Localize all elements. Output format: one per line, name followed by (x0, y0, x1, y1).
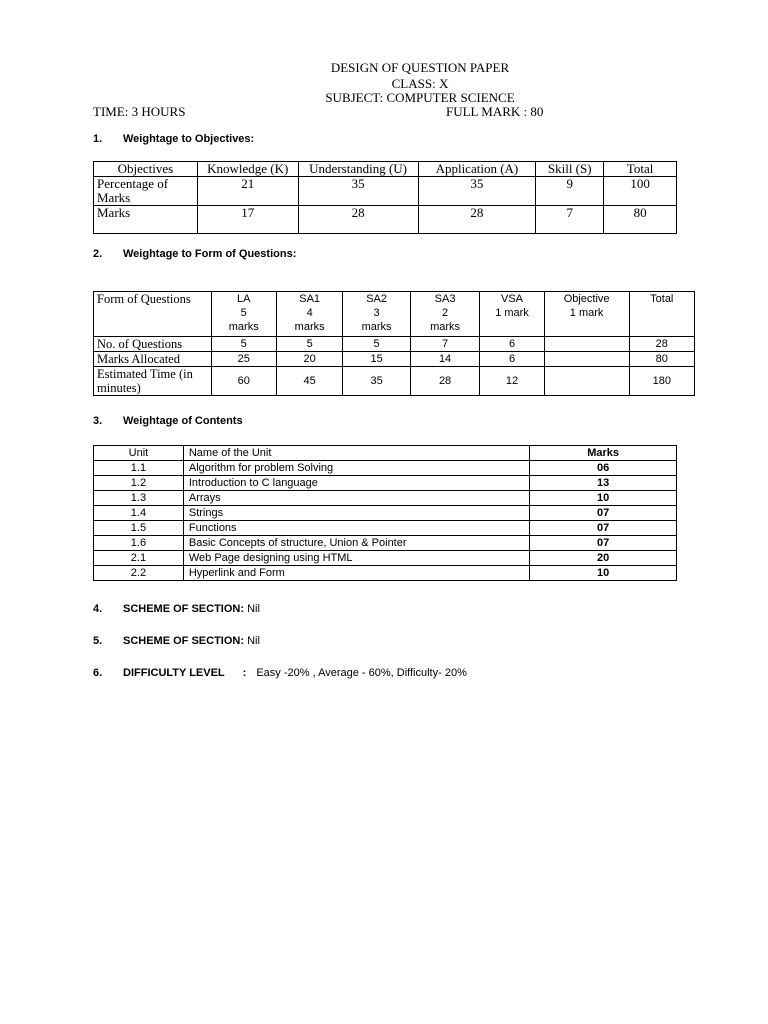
section-5-line (93, 635, 260, 647)
table-row (94, 177, 677, 206)
table-row (94, 506, 677, 521)
table-cell: 28 (410, 367, 480, 396)
table-cell: 12 (480, 367, 544, 396)
header-cell: Knowledge (K) (197, 162, 298, 177)
section-value: Easy -20% , Average - 60%, Difficulty- 20% (256, 667, 467, 679)
table-cell (544, 367, 629, 396)
table-row (94, 337, 695, 352)
objectives-table (93, 161, 677, 234)
table-row (94, 521, 677, 536)
table-row (94, 566, 677, 581)
header-cell: Name of the Unit (183, 446, 529, 461)
table-row (94, 476, 677, 491)
header-cell: Understanding (U) (298, 162, 418, 177)
col-marks: 1 mark (569, 307, 604, 319)
table-header-row (94, 292, 695, 337)
table-cell: 28 (629, 337, 694, 352)
table-cell: 80 (629, 352, 694, 367)
unit-cell: 1.4 (94, 506, 184, 521)
header-cell: Skill (S) (536, 162, 604, 177)
marks-cell: 07 (530, 536, 677, 551)
document-title: DESIGN OF QUESTION PAPER (330, 60, 510, 75)
unit-cell: 1.5 (94, 521, 184, 536)
col-marks: 2 (442, 307, 449, 319)
form-of-questions-table (93, 291, 695, 396)
marks-cell: 10 (530, 491, 677, 506)
table-cell: 5 (343, 337, 410, 352)
col-marks: 3 (373, 307, 380, 319)
section-number: 4. (93, 603, 103, 615)
marks-cell: 07 (530, 521, 677, 536)
table-cell: 28 (418, 206, 536, 234)
table-cell: 14 (410, 352, 480, 367)
header-cell: Objectives (94, 162, 198, 177)
marks-cell: 06 (530, 461, 677, 476)
unit-name-cell: Introduction to C language (183, 476, 529, 491)
table-cell: 7 (536, 206, 604, 234)
col-unit: marks (228, 321, 259, 333)
header-cell (480, 292, 544, 337)
col-title: VSA (501, 293, 524, 305)
col-title: SA1 (299, 293, 321, 305)
unit-cell: 1.3 (94, 491, 184, 506)
table-cell: 15 (343, 352, 410, 367)
header-cell (211, 292, 276, 337)
marks-cell: 20 (530, 551, 677, 566)
header-cell (410, 292, 480, 337)
table-row (94, 367, 695, 396)
table-cell: 25 (211, 352, 276, 367)
table-cell: 100 (604, 177, 677, 206)
table-cell: 35 (343, 367, 410, 396)
col-marks: 5 (240, 307, 247, 319)
table-row (94, 461, 677, 476)
header-cell (544, 292, 629, 337)
header-cell: Marks (530, 446, 677, 461)
section-title: Weightage to Objectives: (123, 133, 255, 145)
section-number: 3. (93, 415, 103, 427)
section-title: Weightage of Contents (123, 415, 243, 427)
col-title: LA (237, 293, 251, 305)
table-cell: 17 (197, 206, 298, 234)
unit-name-cell: Algorithm for problem Solving (183, 461, 529, 476)
contents-table (93, 445, 677, 581)
subject-line: SUBJECT: COMPUTER SCIENCE (325, 90, 515, 105)
marks-cell: 10 (530, 566, 677, 581)
section-number: 1. (93, 133, 103, 145)
section-1-heading (93, 133, 254, 145)
full-mark-label: FULL MARK : 80 (446, 104, 544, 119)
marks-cell: 13 (530, 476, 677, 491)
header-cell: Application (A) (418, 162, 536, 177)
unit-cell: 1.1 (94, 461, 184, 476)
row-label: Estimated Time (in minutes) (94, 367, 212, 396)
unit-name-cell: Web Page designing using HTML (183, 551, 529, 566)
table-header-row (94, 162, 677, 177)
unit-name-cell: Arrays (183, 491, 529, 506)
table-row (94, 536, 677, 551)
section-6-line (93, 667, 467, 679)
unit-cell: 2.2 (94, 566, 184, 581)
table-row (94, 551, 677, 566)
table-cell (544, 337, 629, 352)
unit-name-cell: Basic Concepts of structure, Union & Pointer (183, 536, 529, 551)
table-cell: 80 (604, 206, 677, 234)
header-cell (276, 292, 342, 337)
table-cell: 20 (276, 352, 342, 367)
section-label: DIFFICULTY LEVEL (123, 667, 225, 679)
unit-name-cell: Strings (183, 506, 529, 521)
table-cell: 60 (211, 367, 276, 396)
table-row (94, 206, 677, 234)
time-label: TIME: 3 HOURS (93, 104, 186, 119)
table-cell: 35 (298, 177, 418, 206)
table-cell (544, 352, 629, 367)
row-label: Marks Allocated (94, 352, 212, 367)
row-label: Percentage of Marks (94, 177, 198, 206)
row-label: No. of Questions (94, 337, 212, 352)
row-label: Marks (94, 206, 198, 234)
table-cell: 45 (276, 367, 342, 396)
table-cell: 6 (480, 337, 544, 352)
section-value: Nil (244, 603, 260, 615)
table-cell: 5 (211, 337, 276, 352)
section-label: SCHEME OF SECTION: (123, 635, 245, 647)
header-cell: Unit (94, 446, 184, 461)
col-title: Total (650, 293, 674, 305)
section-value: Nil (244, 635, 260, 647)
section-number: 2. (93, 248, 103, 260)
table-cell: 6 (480, 352, 544, 367)
unit-cell: 2.1 (94, 551, 184, 566)
table-header-row (94, 446, 677, 461)
table-row (94, 491, 677, 506)
col-marks: 1 mark (495, 307, 529, 319)
table-cell: 9 (536, 177, 604, 206)
section-3-heading (93, 415, 243, 427)
col-unit: marks (430, 321, 461, 333)
section-2-heading (93, 248, 296, 260)
section-number: 5. (93, 635, 103, 647)
section-number: 6. (93, 667, 103, 679)
table-cell: 7 (410, 337, 480, 352)
header-cell: Total (604, 162, 677, 177)
table-cell: 5 (276, 337, 342, 352)
table-row (94, 352, 695, 367)
unit-cell: 1.6 (94, 536, 184, 551)
table-cell: 28 (298, 206, 418, 234)
col-title: Objective (563, 293, 610, 305)
section-label: SCHEME OF SECTION: (123, 603, 245, 615)
unit-name-cell: Hyperlink and Form (183, 566, 529, 581)
col-unit: marks (294, 321, 325, 333)
marks-cell: 07 (530, 506, 677, 521)
table-cell: 35 (418, 177, 536, 206)
header-cell (629, 292, 694, 337)
section-title: Weightage to Form of Questions: (123, 248, 297, 260)
class-line: CLASS: X (391, 76, 449, 91)
table-cell: 21 (197, 177, 298, 206)
section-colon: : (242, 667, 247, 679)
section-4-line (93, 603, 260, 615)
table-cell: 180 (629, 367, 694, 396)
col-marks: 4 (306, 307, 313, 319)
col-title: SA3 (434, 293, 456, 305)
col-unit: marks (361, 321, 392, 333)
header-cell (343, 292, 410, 337)
unit-cell: 1.2 (94, 476, 184, 491)
form-label: Form of Questions (94, 292, 212, 337)
unit-name-cell: Functions (183, 521, 529, 536)
col-title: SA2 (366, 293, 387, 305)
